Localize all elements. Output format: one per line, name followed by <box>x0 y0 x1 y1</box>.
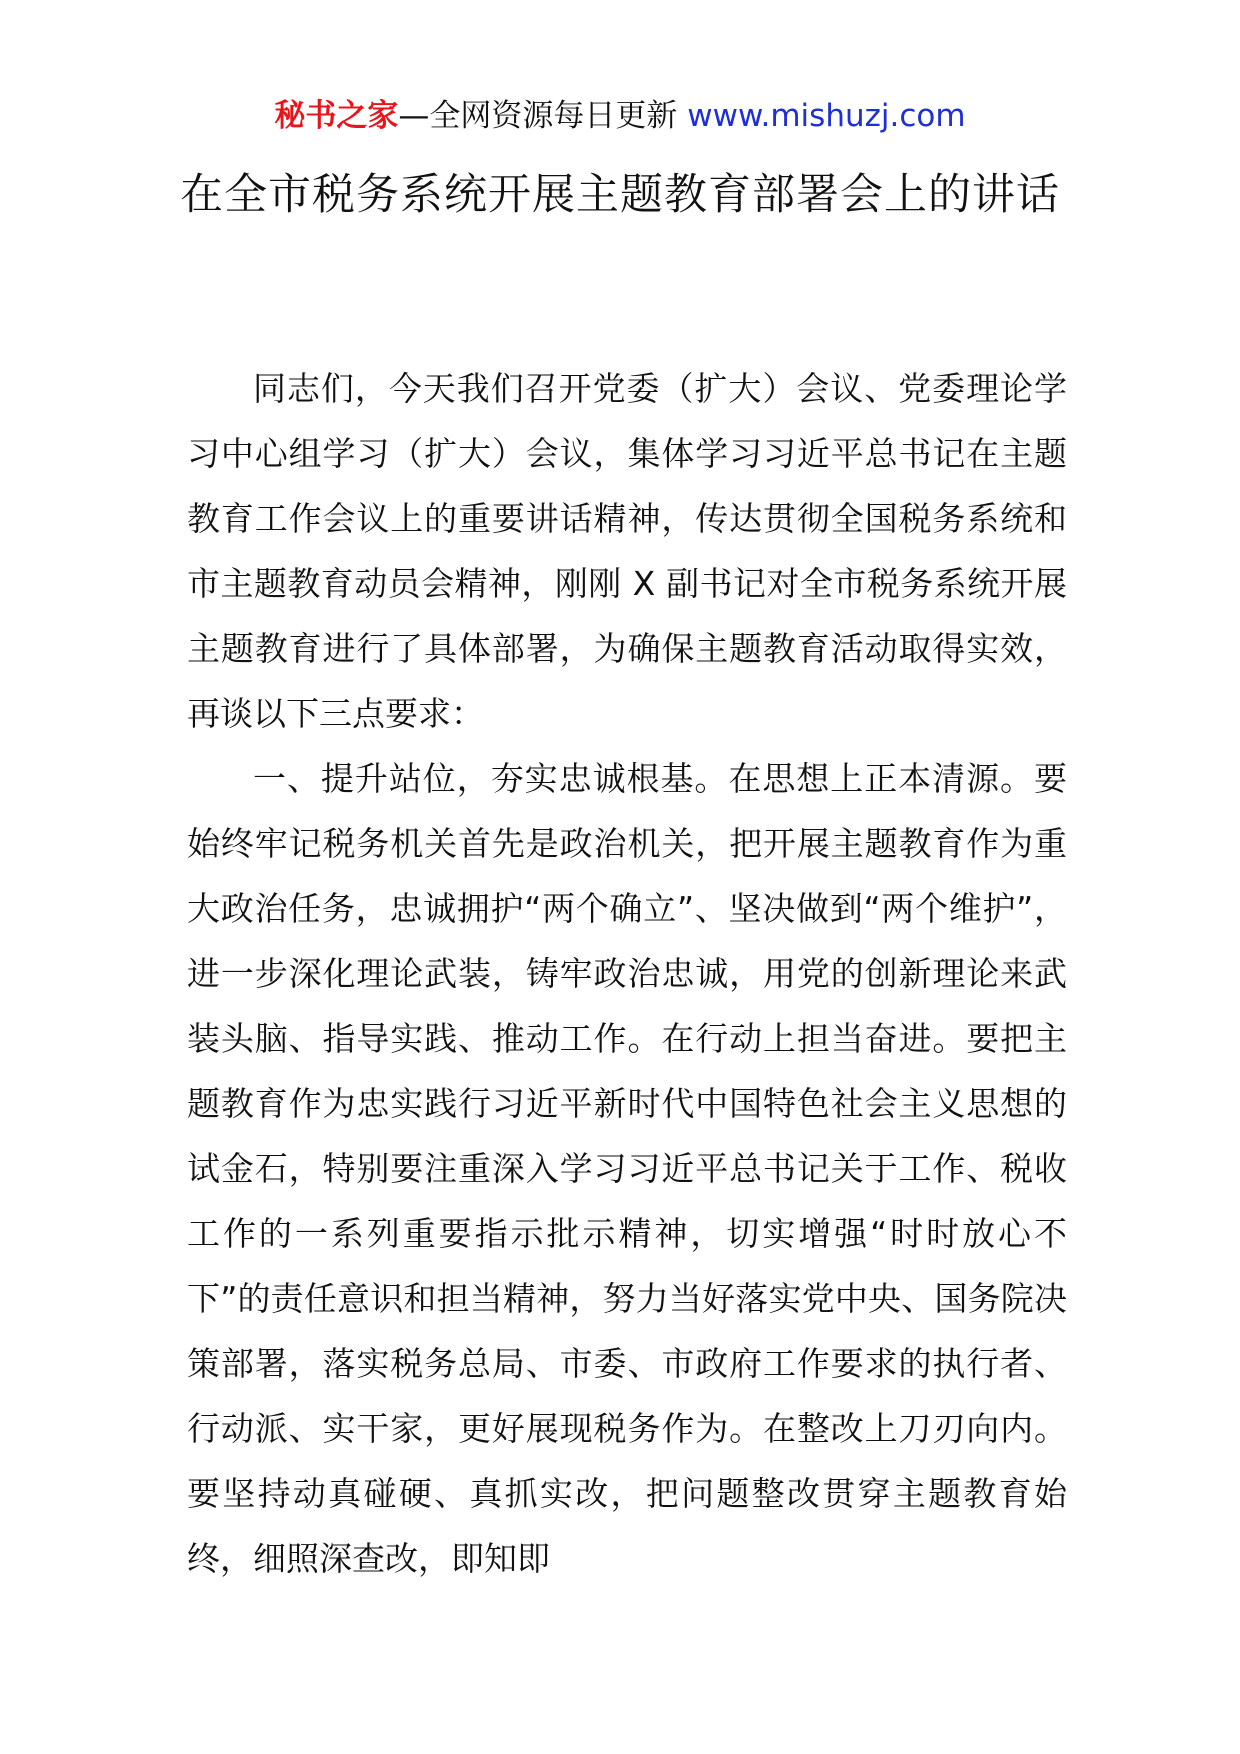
body-paragraph <box>187 746 1067 1591</box>
site-slogan: —全网资源每日更新 <box>398 98 688 134</box>
document-title: 在全市税务系统开展主题教育部署会上的讲话 <box>180 170 1060 220</box>
paragraph-text: 在思想上正本清源。要始终牢记税务机关首先是政治机关，把开展主题教育作为重大政治任务，忠诚拥护“两个确立”、坚决做到“两个维护”，进一步深化理论武装，铸牢政治忠诚，用党的创新理论来武装头脑、指导实践、推动工作。在行动上担当奋进。要把主题教育作为忠实践行习近平新时代中国特色社会主义思想的试金石，特别要注重深入学习习近平总书记关于工作、税收工作的一系列重要指示批示精神，切实增强“时时放心不下”的责任意识和担当精神，努力当好落实党中央、国务院决策部署，落实税务总局、市委、市政府工作要求的执行者、行动派、实干家，更好展现税务作为。在整改上刀刃向内。要坚持动真碰硬、真抓实改，把问题整改贯穿主题教育始终，细照深查改，即知即 <box>187 759 1068 1578</box>
site-header <box>0 96 1240 136</box>
body-paragraph <box>187 356 1067 746</box>
paragraph-text: 同志们，今天我们召开党委（扩大）会议、党委理论学习中心组学习（扩大）会议，集体学习习近平总书记在主题教育工作会议上的重要讲话精神，传达贯彻全国税务系统和市主题教育动员会精神，刚刚 X 副书记对全市税务系统开展主题教育进行了具体部署，为确保主题教育活动取得实效，再谈以下三点要求： <box>187 369 1067 733</box>
site-url-link[interactable]: www.mishuzj.com <box>687 98 966 134</box>
paragraph-heading: 一、提升站位，夯实忠诚根基。 <box>253 759 729 798</box>
document-body <box>187 356 1067 1591</box>
site-brand: 秘书之家 <box>274 98 399 134</box>
